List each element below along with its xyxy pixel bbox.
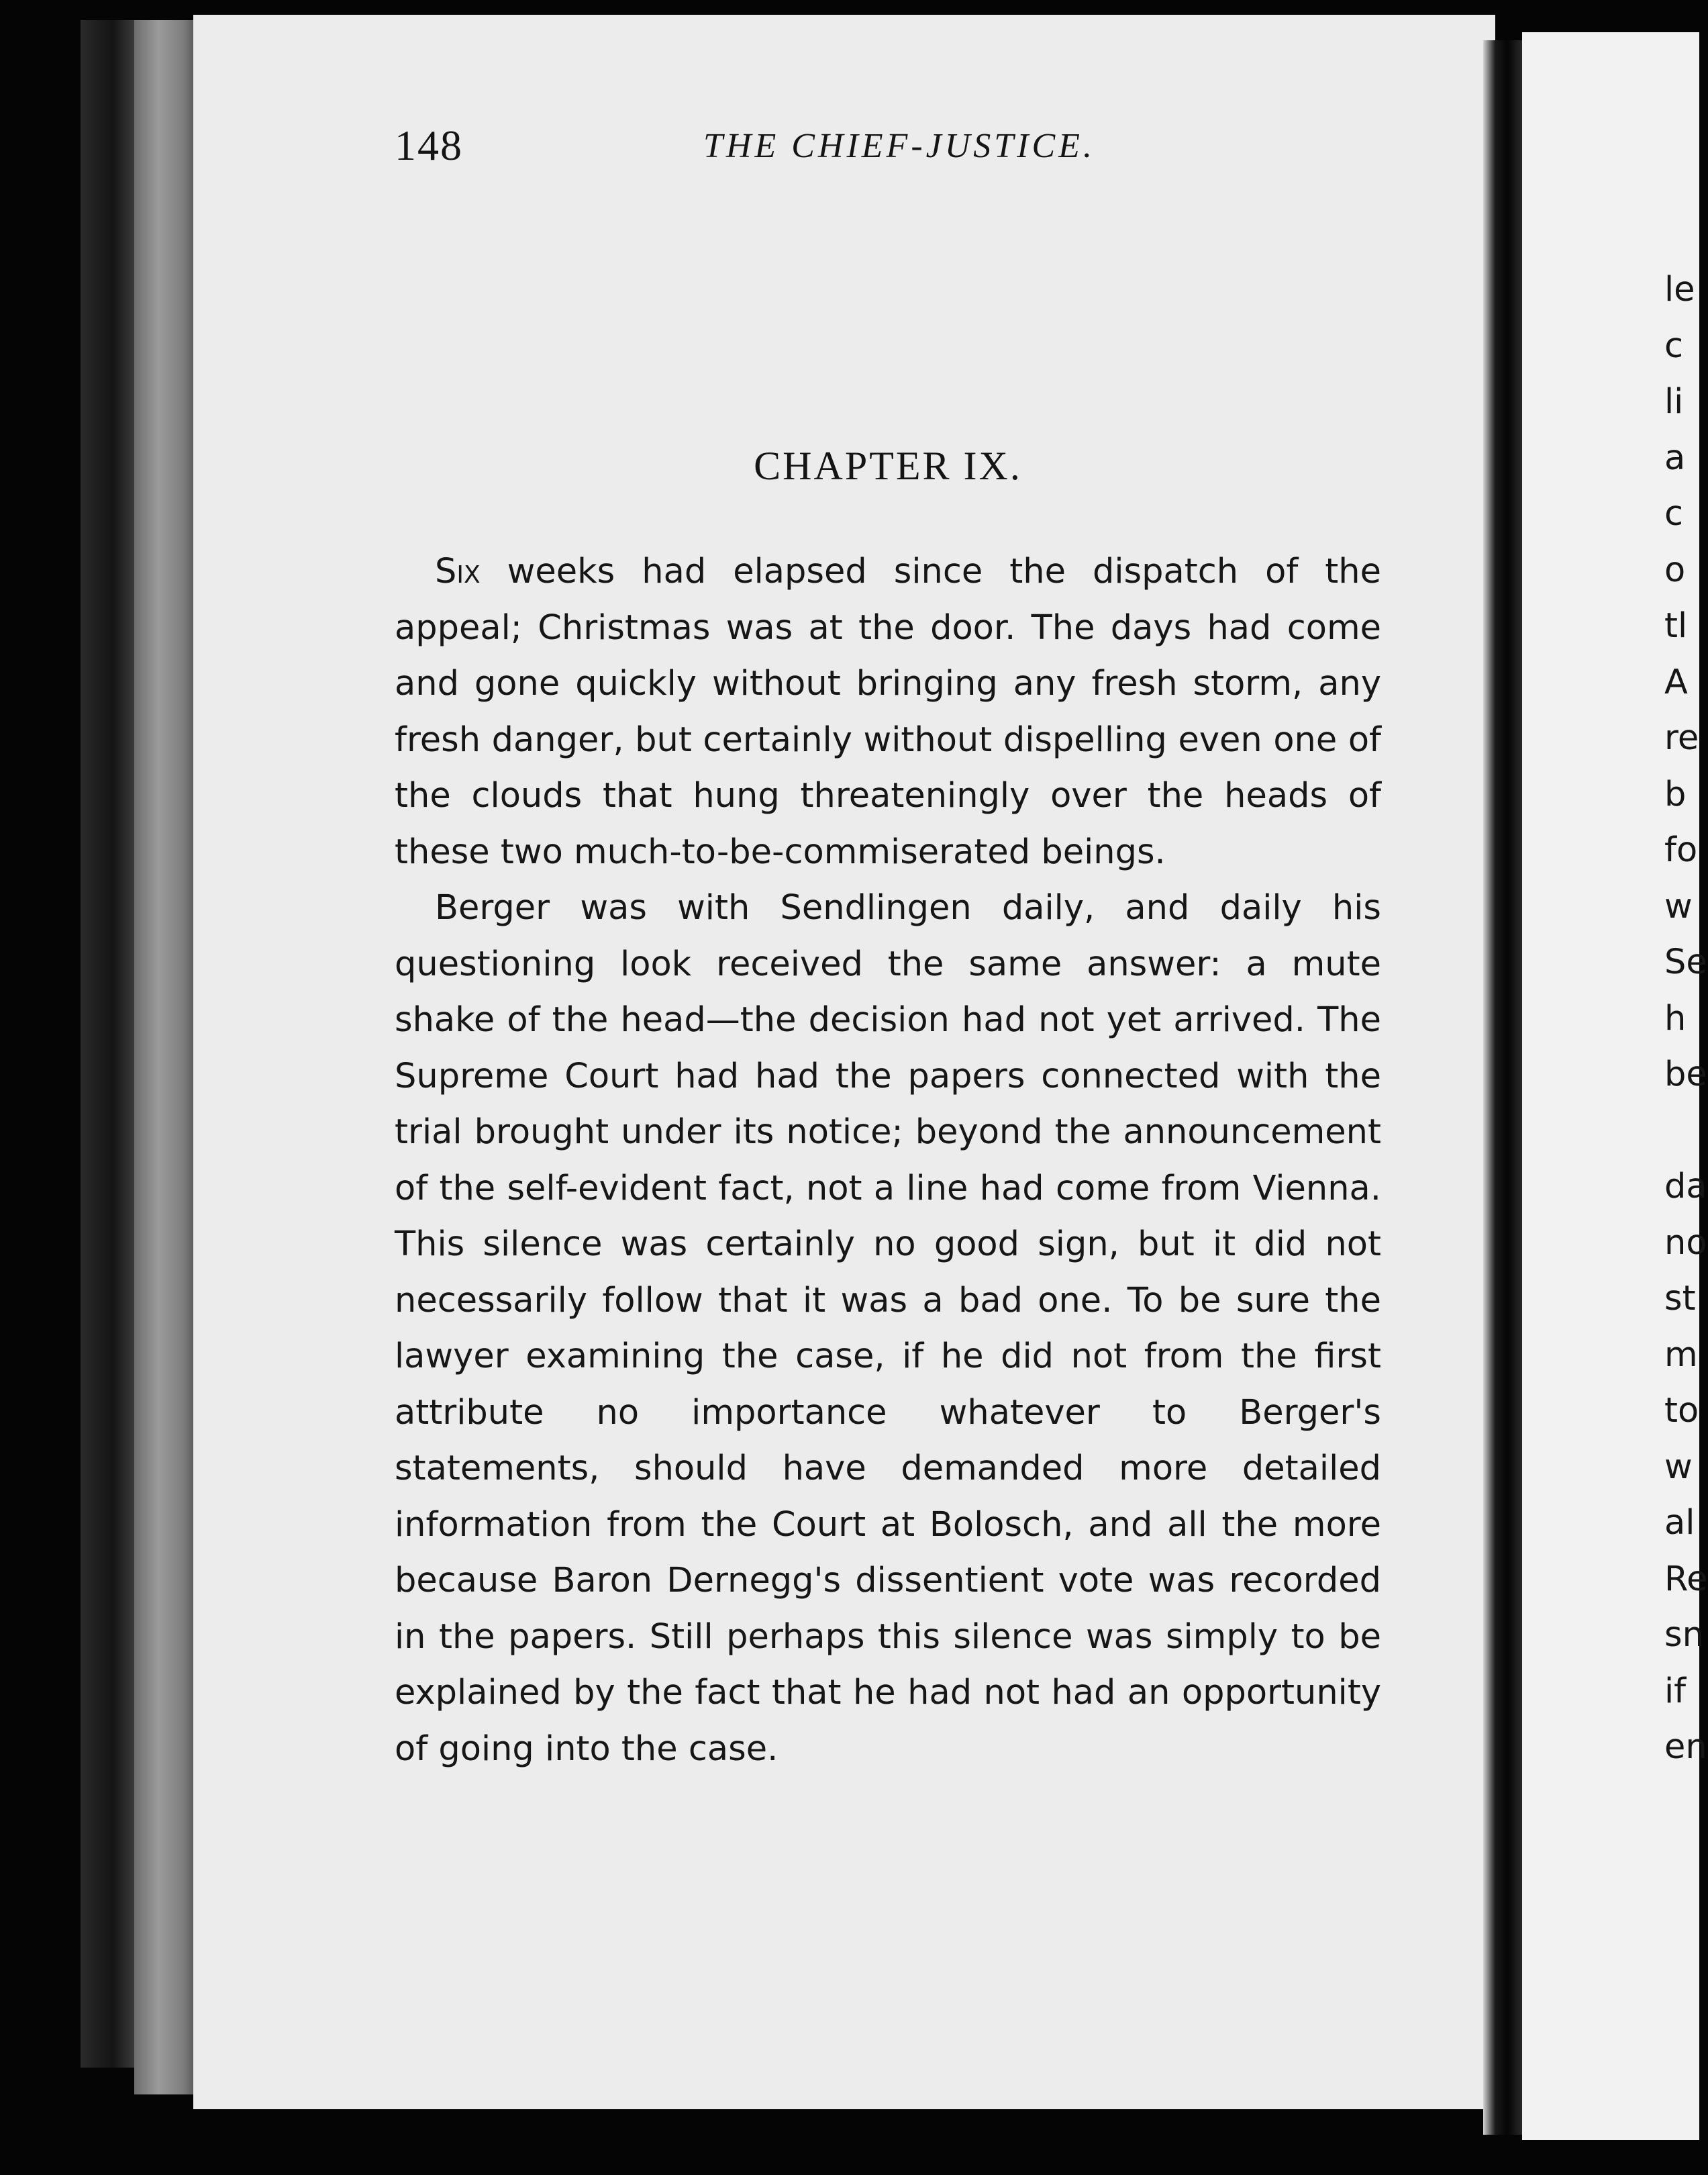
facing-fragment: re [1664,718,1699,758]
facing-fragment: b [1664,774,1687,814]
facing-fragment: no [1664,1222,1707,1263]
facing-fragment: to [1664,1391,1699,1431]
facing-fragment: en [1664,1727,1707,1767]
facing-fragment: a [1664,438,1686,478]
facing-fragment: Se [1664,942,1707,982]
facing-fragment: if [1664,1671,1687,1711]
paragraph-1 [395,544,1381,880]
facing-paragraph-gap [1664,1103,1699,1159]
chapter-body [395,544,1381,1777]
book-binding-edge [81,20,134,2068]
book-gutter [1483,40,1523,2135]
facing-fragment: A [1664,662,1688,702]
facing-fragment: Re [1664,1559,1708,1599]
running-header [395,121,1374,175]
facing-fragment: c [1664,326,1684,366]
facing-fragment: li [1664,382,1684,422]
facing-fragment: st [1664,1279,1696,1318]
running-title: THE CHIEF-JUSTICE. [703,127,1095,165]
facing-fragment: w [1664,886,1693,926]
paragraph-1-lead-word: Six [435,552,481,591]
facing-fragment: fo [1664,830,1698,870]
facing-fragment: al [1664,1503,1695,1543]
facing-fragment: da [1664,1167,1707,1206]
facing-fragment: tl [1664,606,1688,646]
facing-fragment: c [1664,494,1684,534]
chapter-heading: CHAPTER IX. [754,444,1022,488]
facing-fragment: m [1664,1335,1698,1375]
facing-page-text-fragments [1664,262,1708,1776]
facing-fragment: o [1664,550,1686,590]
facing-fragment: h [1664,998,1687,1038]
page-stack-edge [134,20,195,2094]
facing-fragment: be [1664,1055,1707,1094]
facing-fragment: sn [1664,1615,1704,1655]
facing-fragment: le [1664,270,1695,309]
facing-fragment: w [1664,1447,1693,1487]
paragraph-1-text: weeks had elapsed since the dispatch of the appeal; Christmas was at the door. The days had come and gone quickly without bringing any fresh storm, any fresh danger, but certainly without dispelling even one of the clouds that hung threateningly over the heads of these two much-to-be-commiserated beings. [395,552,1381,872]
paragraph-2: Berger was with Sendlingen daily, and daily his questioning look received the same answer: a mute shake of the head—the decision had not yet arrived. The Supreme Court had had the papers connected with the trial brought under its notice; beyond the announcement of the self-evident fact, not a line had come from Vienna. This silence was certainly no good sign, but it did not necessarily follow that it was a bad one. To be sure the lawyer examining the case, if he did not from the first attribute no importance whatever to Berger's statements, should have demanded more detailed information from the Court at Bolosch, and all the more because Baron Dernegg's dissentient vote was recorded in the papers. Still perhaps this silence was simply to be explained by the fact that he had not had an opportunity of going into the case. [395,888,1381,1769]
page-number: 148 [395,122,463,169]
